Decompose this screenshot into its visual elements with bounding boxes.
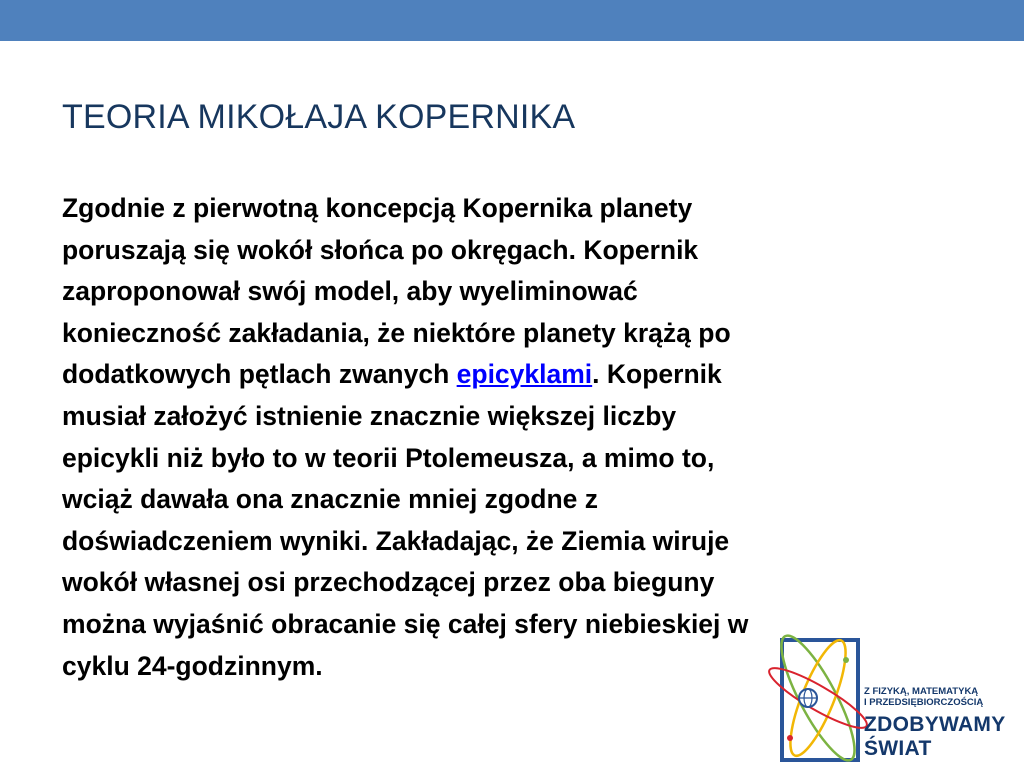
- body-line: wokół własnej osi przechodzącej przez oba bieguny: [62, 567, 715, 598]
- body-line: można wyjaśnić obracanie się całej sfery niebieskiej w: [62, 608, 749, 639]
- body-line: musiał założyć istnienie znacznie większej liczby: [62, 400, 677, 431]
- body-line: poruszają się wokół słońca po okręgach. Kopernik: [62, 234, 699, 265]
- body-line: doświadczeniem wyniki. Zakładając, że Ziemia wiruje: [62, 525, 730, 556]
- body-text-segment: . Kopernik: [592, 359, 722, 390]
- body-line: epicykli niż było to w teorii Ptolemeusza, a mimo to,: [62, 442, 715, 473]
- body-line-with-link: [62, 354, 962, 396]
- project-logo: [768, 610, 1024, 768]
- body-line: cyklu 24-godzinnym.: [62, 650, 323, 681]
- body-line: wciąż dawała ona znacznie mniej zgodne z: [62, 484, 599, 515]
- logo-tagline: [864, 686, 983, 708]
- logo-tagline-line: Z FIZYKĄ, MATEMATYKĄ: [864, 686, 979, 697]
- body-line: konieczność zakładania, że niektóre planety krążą po: [62, 317, 731, 348]
- top-accent-bar: [0, 0, 1024, 41]
- logo-wordmark-line: ŚWIAT: [864, 737, 932, 760]
- slide-title: TEORIA MIKOŁAJA KOPERNIKA: [62, 98, 576, 136]
- logo-wordmark: [864, 713, 1006, 761]
- logo-wordmark-line: ZDOBYWAMY: [864, 713, 1006, 736]
- body-line: zaproponował swój model, aby wyeliminować: [62, 276, 638, 307]
- body-text-segment: dodatkowych pętlach zwanych: [62, 359, 457, 390]
- logo-tagline-line: I PRZEDSIĘBIORCZOŚCIĄ: [864, 697, 984, 708]
- epicycles-link[interactable]: epicyklami: [456, 359, 593, 390]
- body-line: Zgodnie z pierwotną koncepcją Kopernika planety: [62, 193, 693, 223]
